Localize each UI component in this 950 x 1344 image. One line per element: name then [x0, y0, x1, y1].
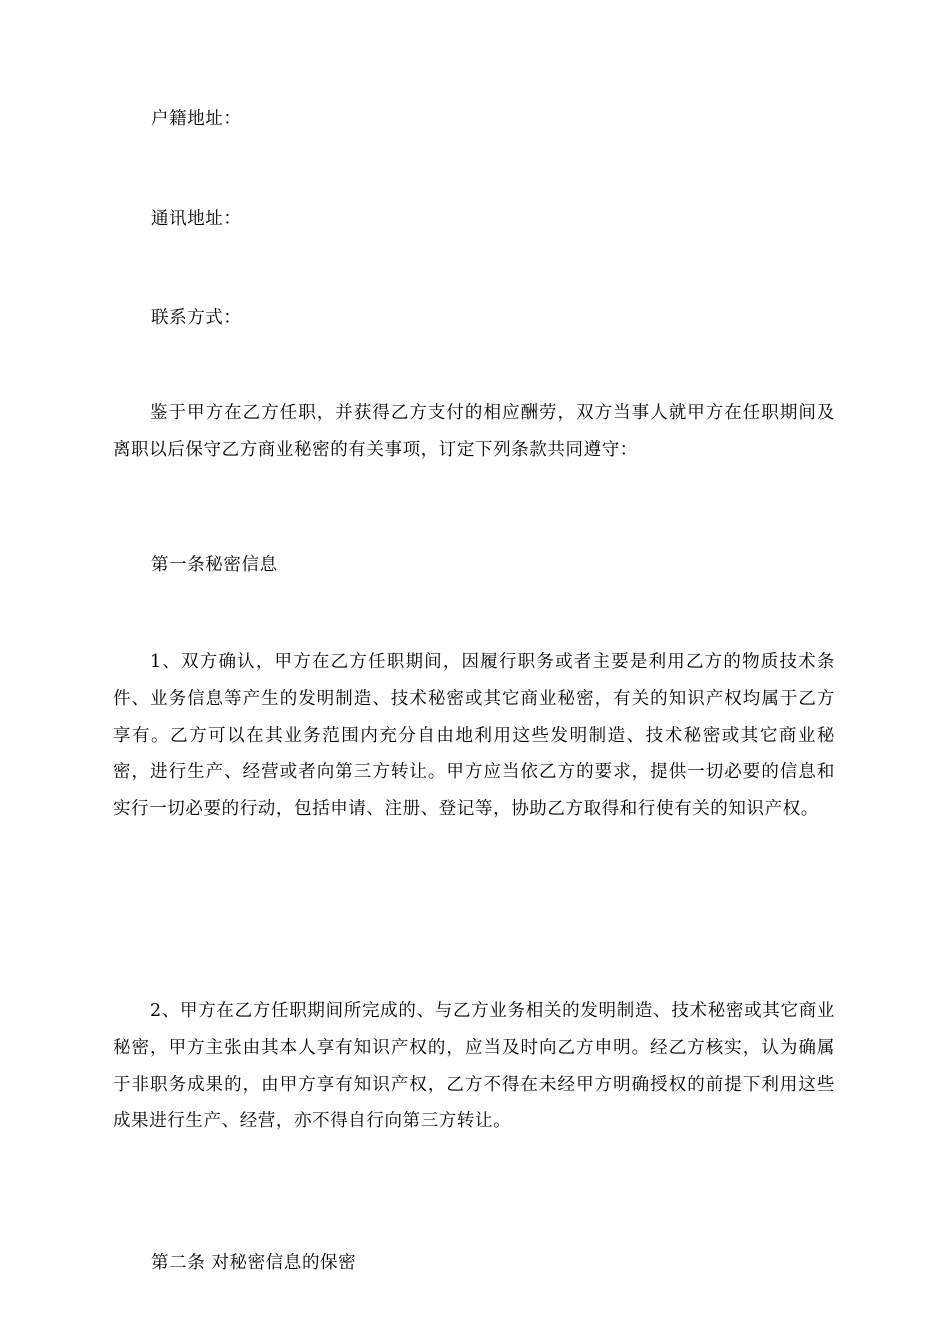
household-address-field: 户籍地址：: [151, 109, 242, 129]
article1-clause2: 2、甲方在乙方任职期间所完成的、与乙方业务相关的发明制造、技术秘密或其它商业秘密，甲方主张由其本人享有知识产权的，应当及时向乙方申明。经乙方核实，认为确属于非职务成果的，由甲方享有知识产权，乙方不得在未经甲方明确授权的前提下利用这些成果进行生产、经营，亦不得自行向第三方转让。: [113, 1001, 835, 1132]
article2-heading: 第二条 对秘密信息的保密: [151, 1253, 357, 1273]
article1-heading: 第一条秘密信息: [151, 555, 278, 575]
article1-clause1: 1、双方确认，甲方在乙方任职期间，因履行职务或者主要是利用乙方的物质技术条件、业务信息等产生的发明制造、技术秘密或其它商业秘密，有关的知识产权均属于乙方享有。乙方可以在其业务范围内充分自由地利用这些发明制造、技术秘密或其它商业秘密，进行生产、经营或者向第三方转让。甲方应当依乙方的要求，提供一切必要的信息和实行一切必要的行动，包括申请、注册、登记等，协助乙方取得和行使有关的知识产权。: [113, 652, 835, 820]
contact-field: 联系方式：: [151, 308, 242, 328]
mailing-address-field: 通讯地址：: [151, 209, 242, 229]
preamble-paragraph: 鉴于甲方在乙方任职，并获得乙方支付的相应酬劳，双方当事人就甲方在任职期间及离职以后保守乙方商业秘密的有关事项，订定下列条款共同遵守：: [113, 403, 835, 460]
